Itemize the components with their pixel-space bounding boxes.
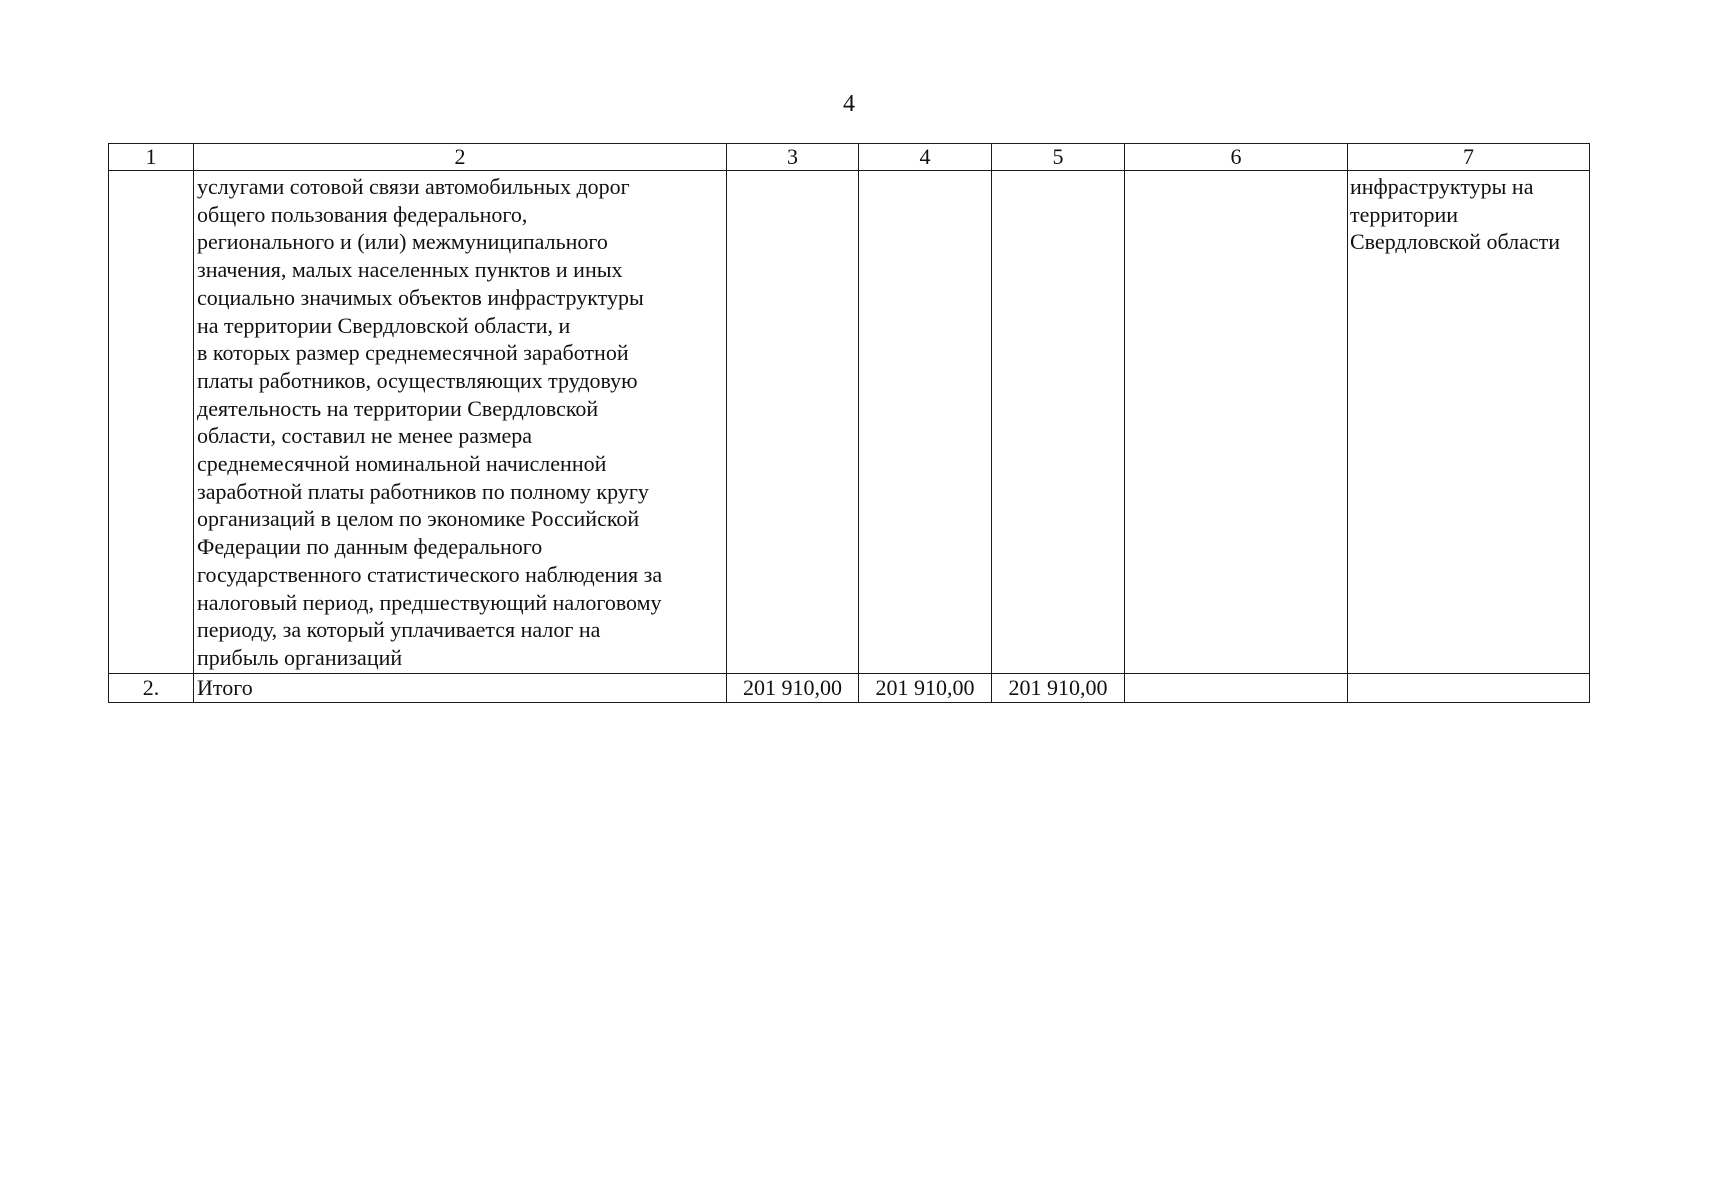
value-cell-6	[1125, 171, 1348, 674]
value-cell-5	[992, 171, 1125, 674]
description-cell: услугами сотовой связи автомобильных дорог общего пользования федерального, регионального и (или) межмуниципального значения, малых населенных пунктов и иных социально значимых объектов инфраструктуры на территории Свердловской области, и в которых размер среднемесячной заработной платы работников, осуществляющих трудовую деятельность на территории Свердловской области, составил не менее размера среднемесячной номинальной начисленной заработной платы работников по полному кругу организаций в целом по экономике Российской Федерации по данным федерального государственного статистического наблюдения за налоговый период, предшествующий налоговому периоду, за который уплачивается налог на прибыль организаций	[194, 171, 727, 674]
table-header-row	[109, 144, 1590, 171]
header-cell-1: 1	[109, 144, 194, 171]
total-label-cell: Итого	[194, 674, 727, 703]
header-cell-3: 3	[727, 144, 859, 171]
row-number-cell	[109, 171, 194, 674]
document-table	[108, 143, 1590, 703]
header-cell-6: 6	[1125, 144, 1348, 171]
total-value-cell-4: 201 910,00	[859, 674, 992, 703]
header-cell-2: 2	[194, 144, 727, 171]
page-number: 4	[843, 91, 855, 117]
total-value-cell-5: 201 910,00	[992, 674, 1125, 703]
header-cell-4: 4	[859, 144, 992, 171]
value-cell-3	[727, 171, 859, 674]
total-value-cell-7	[1348, 674, 1590, 703]
total-number-cell: 2.	[109, 674, 194, 703]
header-cell-5: 5	[992, 144, 1125, 171]
total-value-cell-3: 201 910,00	[727, 674, 859, 703]
header-cell-7: 7	[1348, 144, 1590, 171]
note-cell-7: инфраструктуры на территории Свердловской области	[1348, 171, 1590, 674]
table-row	[109, 171, 1590, 674]
value-cell-4	[859, 171, 992, 674]
total-row	[109, 674, 1590, 703]
total-value-cell-6	[1125, 674, 1348, 703]
